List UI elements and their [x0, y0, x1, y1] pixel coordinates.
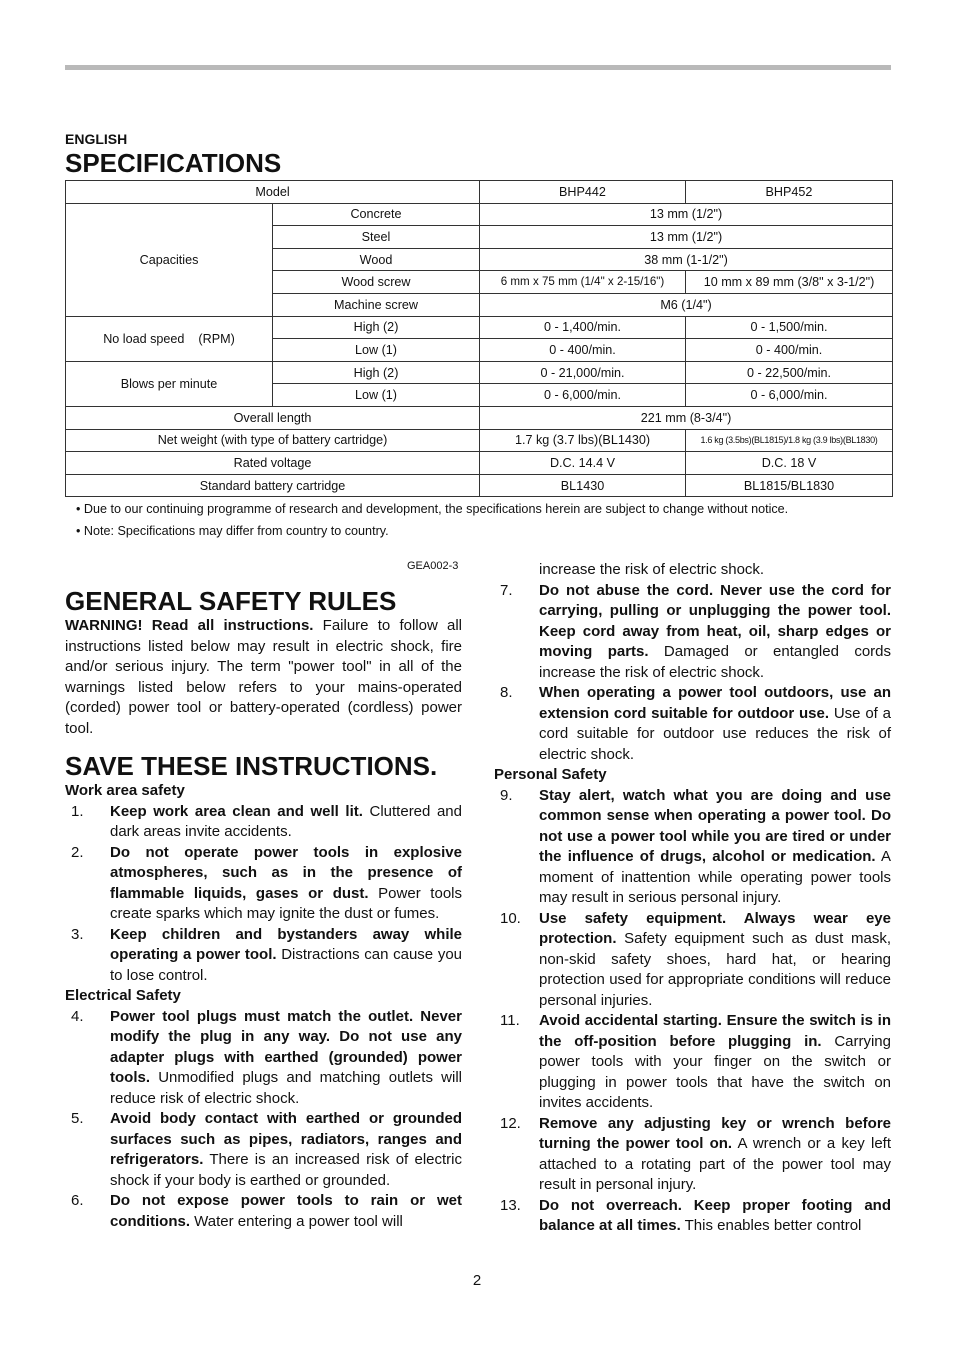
- item-bold: When operating a power tool outdoors, use an extension cord suitable for outdoor use.: [539, 684, 891, 722]
- item-number: 9.: [500, 786, 513, 804]
- table-cell: Rated voltage: [66, 452, 480, 475]
- item-continuation: increase the risk of electric shock.: [539, 561, 765, 578]
- save-instructions-title: SAVE THESE INSTRUCTIONS.: [65, 751, 438, 781]
- table-cell: 0 - 22,500/min.: [686, 361, 893, 384]
- item-bold: Power tool plugs must match the outlet. Never modify the plug in any way. Do not use any adapter plugs with earthed (grounded) power tools.: [110, 1007, 462, 1086]
- table-cell: 13 mm (1/2"): [480, 226, 893, 249]
- specifications-table: [65, 180, 893, 497]
- list-item: [65, 843, 462, 925]
- table-cell: Concrete: [273, 203, 480, 226]
- list-item: [494, 1114, 891, 1196]
- item-text: There is an increased risk of electric shock if your body is earthed or grounded.: [110, 1151, 462, 1189]
- item-number: 13.: [500, 1196, 521, 1214]
- language-label: ENGLISH: [65, 131, 128, 147]
- item-number: 1.: [71, 802, 84, 820]
- item-bold: Remove any adjusting key or wrench before turning the power tool on.: [539, 1114, 891, 1152]
- item-number: 11.: [500, 1012, 520, 1029]
- item-text: Safety equipment such as dust mask, non-skid safety shoes, hard hat, or hearing protection used for appropriate conditions will reduce personal injuries.: [539, 930, 891, 1009]
- table-cell: 0 - 6,000/min.: [686, 384, 893, 407]
- note: • Note: Specifications may differ from country to country.: [76, 524, 389, 538]
- section-heading: Electrical Safety: [65, 987, 181, 1004]
- item-number: 4.: [71, 1007, 84, 1025]
- item-number: 10.: [500, 909, 521, 927]
- table-cell: Low (1): [273, 384, 480, 407]
- list-item: [494, 909, 891, 1012]
- table-cell: 0 - 1,500/min.: [686, 316, 893, 339]
- model-name: BHP452: [686, 181, 893, 204]
- table-row: [66, 361, 893, 384]
- left-column: [65, 586, 462, 1232]
- table-row: [66, 406, 893, 429]
- no-load-speed-label: No load speed (RPM): [66, 316, 273, 361]
- table-cell: High (2): [273, 361, 480, 384]
- item-bold: Do not overreach. Keep proper footing and balance at all times.: [539, 1196, 891, 1234]
- warning-bold: WARNING! Read all instructions.: [65, 617, 314, 634]
- item-number: 6.: [71, 1192, 84, 1209]
- item-text: Carrying power tools with your finger on the switch or plugging in power tools that have the switch on invites accidents.: [539, 1032, 891, 1111]
- table-cell: 0 - 400/min.: [686, 339, 893, 362]
- item-number: 3.: [71, 925, 84, 943]
- table-row: [66, 452, 893, 475]
- item-text: Use of a cord suitable for outdoor use reduces the risk of electric shock.: [539, 704, 892, 763]
- item-text: This enables better control: [680, 1217, 862, 1234]
- table-cell: 221 mm (8-3/4"): [480, 406, 893, 429]
- table-cell: BL1430: [480, 474, 686, 497]
- list-item: [494, 1196, 891, 1237]
- table-row: [66, 181, 893, 204]
- list-item: [65, 1191, 462, 1232]
- section-heading: Personal Safety: [494, 766, 607, 783]
- list-item: [494, 581, 891, 684]
- table-cell: Overall length: [66, 406, 480, 429]
- table-cell: High (2): [273, 316, 480, 339]
- item-bold: Keep children and bystanders away while operating a power tool.: [110, 925, 462, 963]
- specifications-title: SPECIFICATIONS: [65, 148, 282, 178]
- header-rule: [65, 65, 891, 70]
- item-bold: Keep work area clean and well lit.: [110, 802, 363, 820]
- table-cell: D.C. 14.4 V: [480, 452, 686, 475]
- list-item: [65, 1007, 462, 1110]
- item-text: Damaged or entangled cords increase the risk of electric shock.: [539, 643, 891, 681]
- table-cell: BL1815/BL1830: [686, 474, 893, 497]
- table-row: [66, 474, 893, 497]
- spec-notes: [76, 498, 788, 542]
- note: • Due to our continuing programme of research and development, the specifications herein are subject to change without notice.: [76, 502, 789, 516]
- table-cell: D.C. 18 V: [686, 452, 893, 475]
- blows-per-minute-label: Blows per minute: [66, 361, 273, 406]
- item-text: Unmodified plugs and matching outlets will reduce risk of electric shock.: [110, 1069, 462, 1107]
- item-bold: Stay alert, watch what you are doing and use common sense when operating a power tool. Do not use a power tool while you are tired or under the influence of drugs, alcohol or medication.: [539, 786, 891, 865]
- warning-text: Failure to follow all instructions listed below may result in electric shock, fire and/or serious injury. The term "power tool" in all of the warnings listed below refers to your mains-operated (corded) power tool or battery-operated (cordless) power tool.: [65, 617, 462, 737]
- list-item: [494, 683, 891, 765]
- list-item: [65, 925, 462, 987]
- table-cell: 10 mm x 89 mm (3/8" x 3-1/2"): [686, 271, 893, 294]
- item-number: 8.: [500, 684, 513, 701]
- list-item: [494, 786, 891, 909]
- item-number: 7.: [500, 581, 513, 599]
- table-cell: 0 - 400/min.: [480, 339, 686, 362]
- item-bold: Avoid body contact with earthed or grounded surfaces such as pipes, radiators, ranges and refrigerators.: [110, 1110, 462, 1168]
- list-item: [494, 1011, 891, 1114]
- document-code: GEA002-3: [407, 560, 459, 572]
- table-cell: 0 - 6,000/min.: [480, 384, 686, 407]
- table-cell: 0 - 21,000/min.: [480, 361, 686, 384]
- item-text: Water entering a power tool will: [190, 1212, 403, 1230]
- model-name: BHP442: [480, 181, 686, 204]
- item-bold: Do not operate power tools in explosive atmospheres, such as in the presence of flammable liquids, gases or dust.: [110, 843, 462, 902]
- table-cell: 1.7 kg (3.7 lbs)(BL1430): [480, 429, 686, 452]
- section-heading: Work area safety: [65, 782, 185, 799]
- item-bold: Use safety equipment. Always wear eye protection.: [539, 909, 891, 947]
- item-text: A moment of inattention while operating power tools may result in serious personal injury.: [539, 848, 891, 906]
- table-cell: 13 mm (1/2"): [480, 203, 893, 226]
- table-cell: Machine screw: [273, 293, 480, 316]
- table-cell: 6 mm x 75 mm (1/4" x 2-15/16"): [480, 271, 686, 294]
- model-label: Model: [66, 181, 480, 204]
- right-column: [494, 560, 891, 1237]
- table-cell: 0 - 1,400/min.: [480, 316, 686, 339]
- list-item: [65, 1109, 462, 1191]
- item-text: Distractions can cause you to lose control.: [110, 946, 463, 984]
- table-cell: M6 (1/4"): [480, 293, 893, 316]
- table-row: [66, 429, 893, 452]
- item-text: Cluttered and dark areas invite accidents.: [110, 802, 462, 840]
- item-text: Power tools create sparks which may ignite the dust or fumes.: [110, 884, 462, 922]
- table-cell: Low (1): [273, 339, 480, 362]
- capacities-label: Capacities: [66, 203, 273, 316]
- item-bold: Avoid accidental starting. Ensure the switch is in the off-position before plugging in.: [539, 1012, 891, 1050]
- item-bold: Do not abuse the cord. Never use the cord for carrying, pulling or unplugging the power tool. Keep cord away from heat, oil, sharp edges or moving parts.: [539, 581, 891, 660]
- table-row: [66, 203, 893, 226]
- general-safety-title: GENERAL SAFETY RULES: [65, 586, 397, 616]
- item-number: 2.: [71, 843, 84, 861]
- list-item: [65, 802, 462, 843]
- item-text: A wrench or a key left attached to a rotating part of the power tool may result in personal injury.: [539, 1135, 891, 1193]
- item-bold: Do not expose power tools to rain or wet conditions.: [110, 1192, 462, 1230]
- warning-paragraph: [65, 616, 462, 739]
- table-cell: 1.6 kg (3.5bs)(BL1815)/1.8 kg (3.9 lbs)(BL1830): [686, 429, 893, 452]
- table-cell: Wood screw: [273, 271, 480, 294]
- item-number: 5.: [71, 1110, 84, 1127]
- table-cell: Standard battery cartridge: [66, 474, 480, 497]
- table-cell: 38 mm (1-1/2"): [480, 248, 893, 271]
- table-cell: Steel: [273, 226, 480, 249]
- item-number: 12.: [500, 1114, 521, 1132]
- page-number: 2: [472, 1272, 482, 1289]
- table-row: [66, 316, 893, 339]
- table-cell: Wood: [273, 248, 480, 271]
- table-cell: Net weight (with type of battery cartridge): [66, 429, 480, 452]
